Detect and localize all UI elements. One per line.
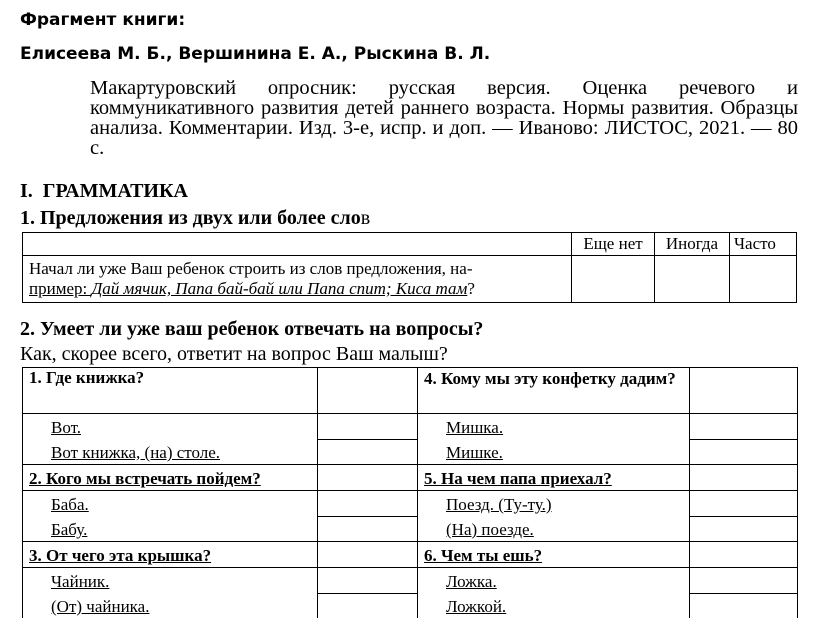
column-sometimes: Иногда (655, 233, 730, 256)
answer-box[interactable] (318, 414, 418, 440)
subquestion-1: 1. Где книжка? (23, 368, 318, 414)
column-often: Часто (730, 233, 797, 256)
answer-box[interactable] (318, 465, 418, 491)
fragment-label: Фрагмент книги: (20, 10, 186, 30)
question-1-text (23, 256, 572, 303)
question-2-description: Как, скорее всего, ответит на вопрос Ваш малыш? (20, 343, 448, 365)
question-1-examples: Дай мячик, Папа бай-бай или Папа спит; Киса там (91, 279, 468, 298)
answer-box[interactable] (318, 491, 418, 517)
answer-option: Ложкой. (418, 593, 690, 618)
table-row (23, 491, 798, 517)
subquestion-2: 2. Кого мы встречать пойдем? (23, 465, 318, 491)
table-row (23, 465, 798, 491)
subquestion-6: 6. Чем ты ешь? (418, 542, 690, 568)
checkbox-sometimes[interactable] (655, 256, 730, 303)
answer-option: (На) поезде. (418, 516, 690, 542)
section-number: I. (20, 180, 33, 202)
question-2-title: 2. Умеет ли уже ваш ребенок отвечать на вопросы? (20, 318, 484, 340)
subquestion-3: 3. От чего эта крышка? (23, 542, 318, 568)
answer-box[interactable] (690, 491, 798, 517)
subquestion-5: 5. На чем папа приехал? (418, 465, 690, 491)
question-1-end: ? (467, 279, 475, 298)
empty-header-cell (23, 233, 572, 256)
answer-box[interactable] (690, 516, 798, 542)
answer-box[interactable] (318, 542, 418, 568)
answer-option: Вот книжка, (на) столе. (23, 439, 318, 465)
answer-option: Мишке. (418, 439, 690, 465)
answer-box[interactable] (318, 568, 418, 594)
answer-box[interactable] (318, 593, 418, 618)
table-row (23, 542, 798, 568)
table-row (23, 593, 798, 618)
citation: Макартуровский опросник: русская версия. Оценка речевого и коммуникативного развития детей раннего возраста. Нормы развития. Образцы анализа. Комментарии. Изд. 3-е, испр. и доп. — Иваново: ЛИСТОС, 2021. — 80 с. (90, 77, 798, 159)
section-name: ГРАММАТИКА (42, 180, 188, 202)
column-not-yet: Еще нет (572, 233, 655, 256)
question-1-title (20, 207, 370, 230)
table-row (23, 568, 798, 594)
answer-box[interactable] (690, 414, 798, 440)
table-row (23, 414, 798, 440)
answer-box[interactable] (690, 568, 798, 594)
table-row (23, 439, 798, 465)
answer-box[interactable] (690, 542, 798, 568)
question-1-title-tail: в (360, 207, 371, 229)
answer-option: Чайник. (23, 568, 318, 594)
question-1-table (22, 232, 797, 303)
subquestion-4: 4. Кому мы эту конфетку дадим? (418, 368, 690, 414)
answer-box[interactable] (318, 368, 418, 414)
question-1-title-bold: 1. Предложения из двух или более сло (20, 207, 361, 229)
question-2-table (22, 367, 798, 618)
answer-box[interactable] (690, 368, 798, 414)
answer-box[interactable] (690, 439, 798, 465)
answer-box[interactable] (318, 439, 418, 465)
answer-option: Баба. (23, 491, 318, 517)
answer-option: Вот. (23, 414, 318, 440)
answer-option: (От) чайника. (23, 593, 318, 618)
answer-option: Мишка. (418, 414, 690, 440)
checkbox-not-yet[interactable] (572, 256, 655, 303)
section-title (20, 180, 188, 203)
table-row (23, 516, 798, 542)
answer-box[interactable] (318, 516, 418, 542)
table-row (23, 256, 797, 303)
checkbox-often[interactable] (730, 256, 797, 303)
answer-option: Поезд. (Ту-ту.) (418, 491, 690, 517)
answer-option: Ложка. (418, 568, 690, 594)
answer-box[interactable] (690, 465, 798, 491)
authors: Елисеева М. Б., Вершинина Е. А., Рыскина В. Л. (20, 44, 491, 64)
question-1-line1: Начал ли уже Ваш ребенок строить из слов предложения, на- (29, 259, 473, 278)
question-1-prefix: пример: (29, 279, 92, 298)
answer-box[interactable] (690, 593, 798, 618)
answer-option: Бабу. (23, 516, 318, 542)
table-header-row (23, 233, 797, 256)
table-row (23, 368, 798, 414)
